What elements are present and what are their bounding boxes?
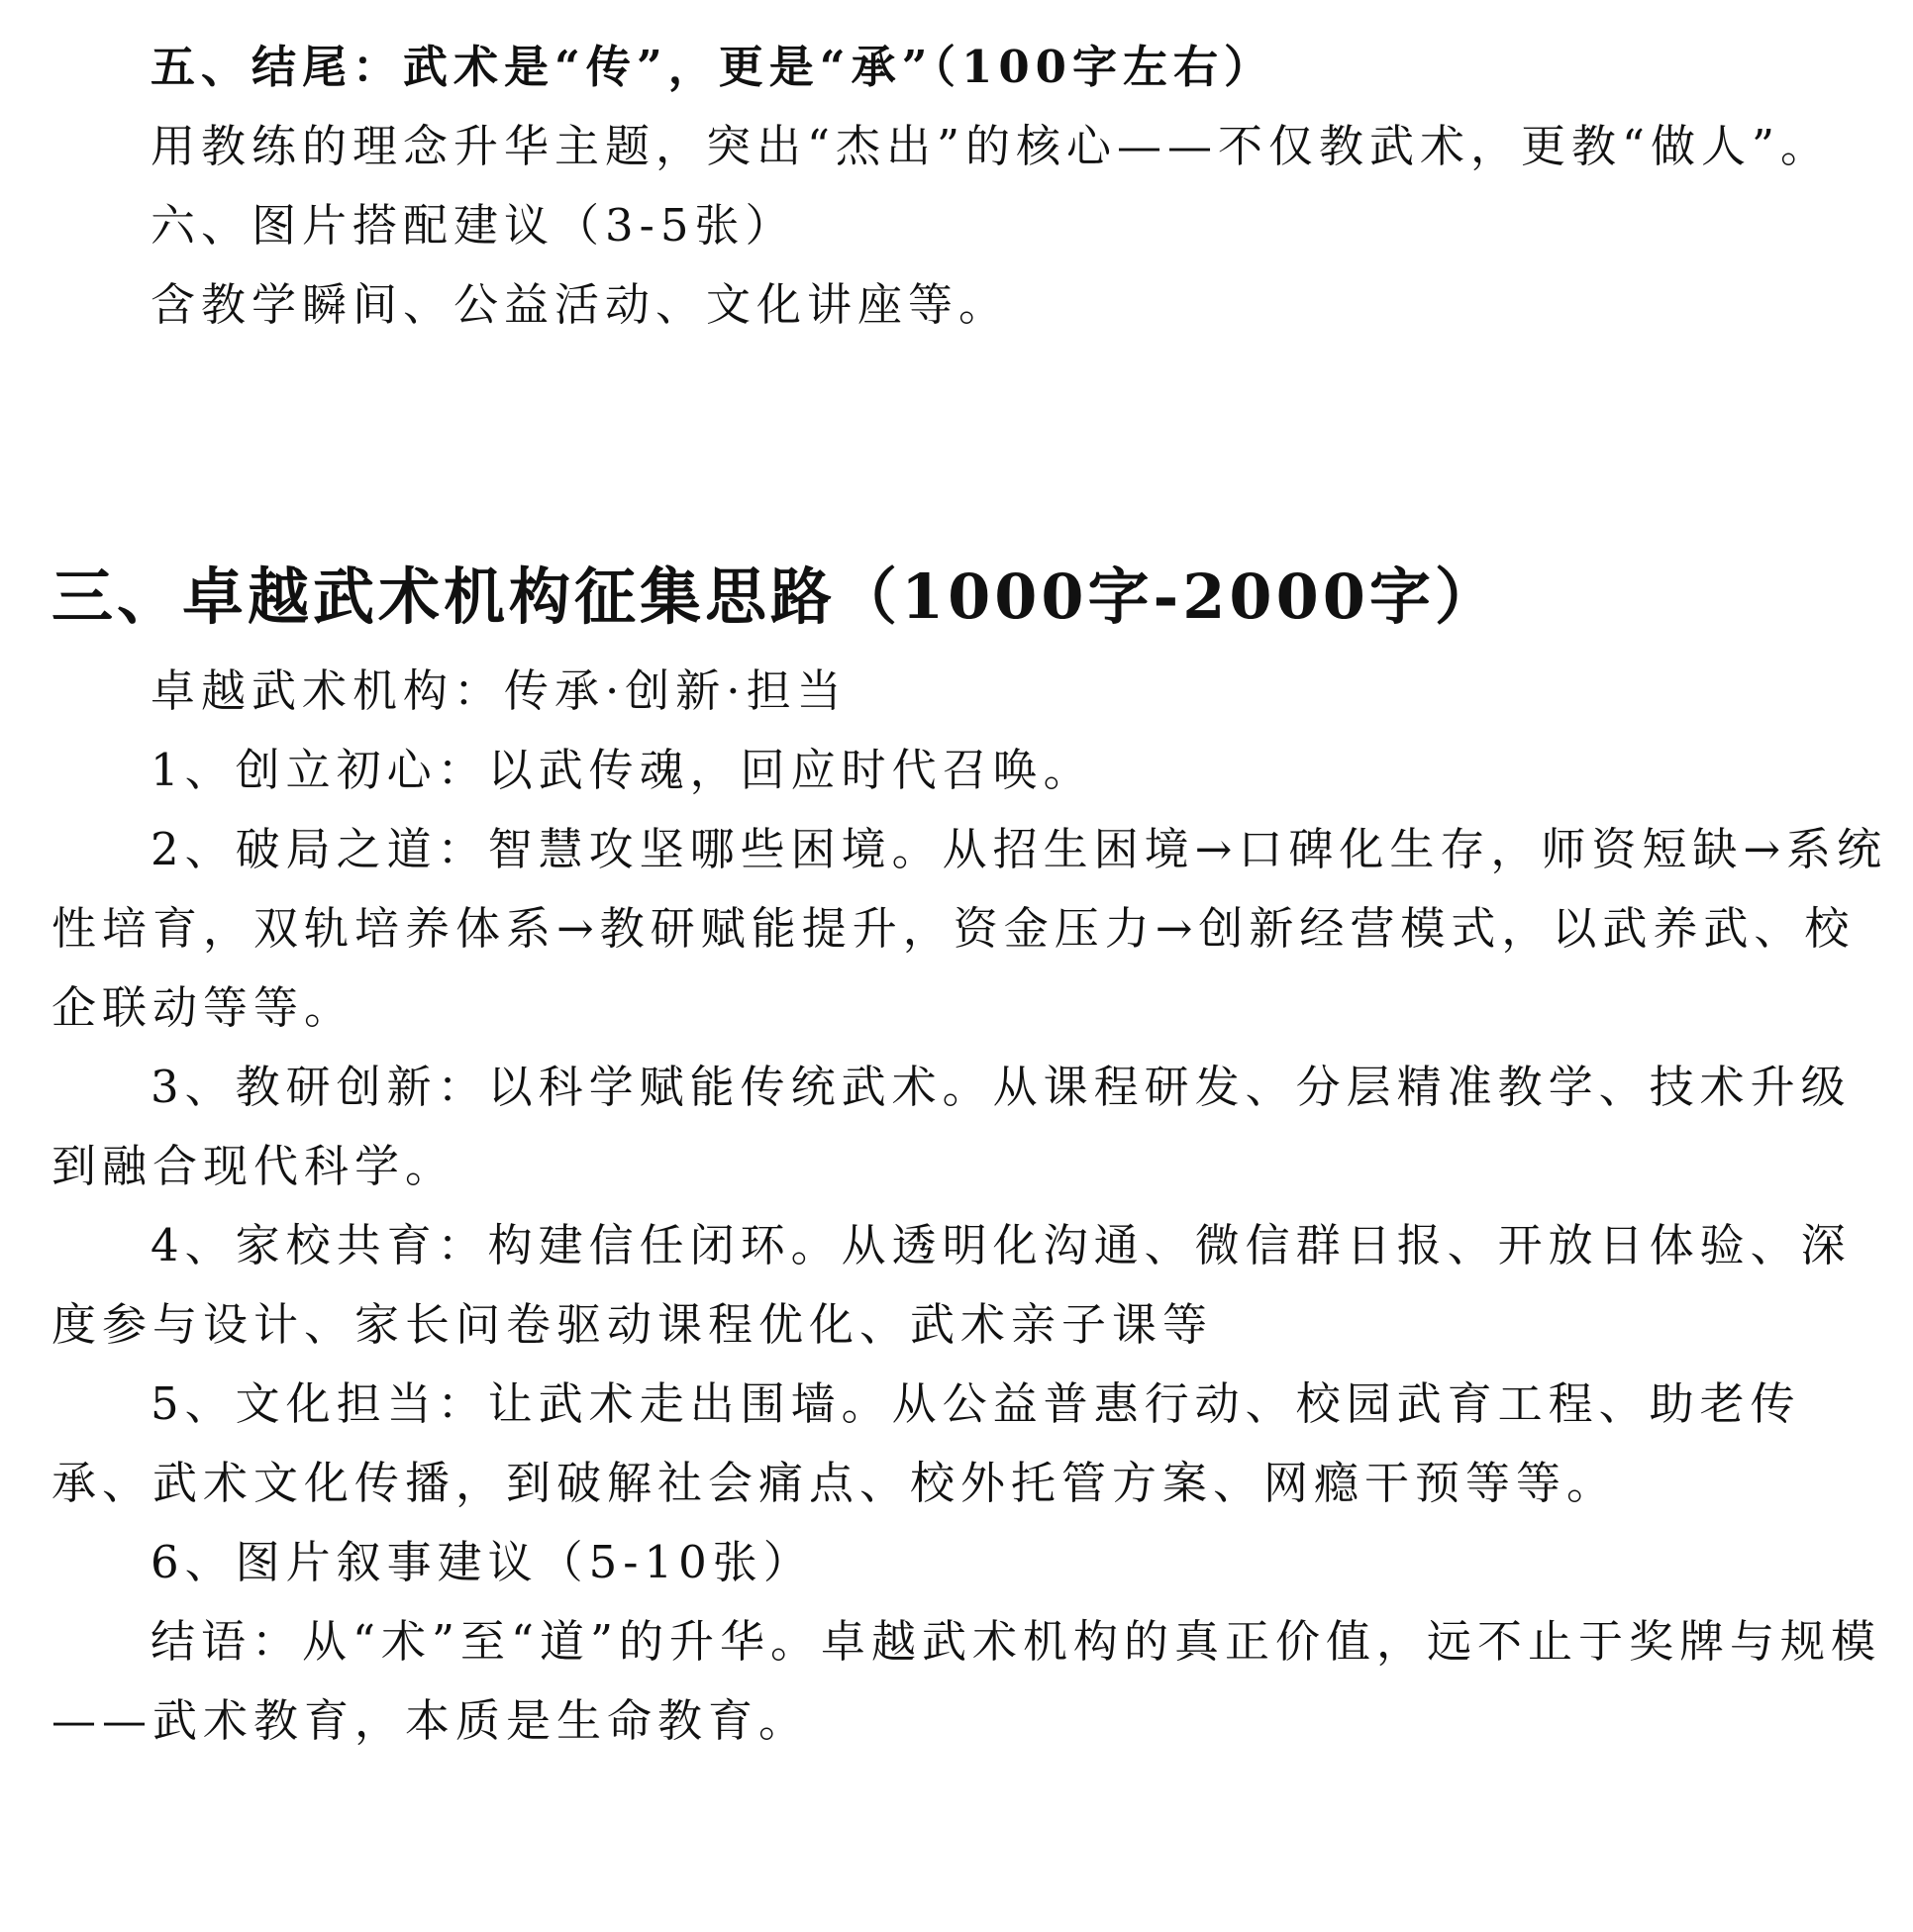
document-body	[51, 28, 1895, 1761]
part-3-title: 三、卓越武术机构征集思路（1000字-2000字）	[51, 560, 1500, 633]
list-item-5: 5、文化担当：让武术走出围墙。从公益普惠行动、校园武育工程、助老传承、武术文化传播，到破解社会痛点、校外托管方案、网瘾干预等等。	[51, 1377, 1801, 1509]
list-item-2: 2、破局之道：智慧攻坚哪些困境。从招生困境→口碑化生存，师资短缺→系统性培育，双轨培养体系→教研赋能提升，资金压力→创新经营模式，以武养武、校企联动等等。	[51, 823, 1888, 1034]
list-item-4: 4、家校共育：构建信任闭环。从透明化沟通、微信群日报、开放日体验、深度参与设计、家长问卷驱动课程优化、武术亲子课等	[51, 1219, 1852, 1351]
section-5-heading: 五、结尾：武术是“传”，更是“承”（100字左右）	[151, 41, 1274, 93]
section-5-body: 用教练的理念升华主题，突出“杰出”的核心——不仅教武术，更教“做人”。	[151, 120, 1832, 172]
section-6-body: 含教学瞬间、公益活动、文化讲座等。	[151, 278, 1010, 331]
list-item-3: 3、教研创新：以科学赋能传统武术。从课程研发、分层精准教学、技术升级到融合现代科学。	[51, 1061, 1852, 1192]
list-item-6: 6、图片叙事建议（5-10张）	[151, 1536, 814, 1588]
part-3-subtitle: 卓越武术机构：传承·创新·担当	[151, 664, 848, 717]
section-6-heading: 六、图片搭配建议（3-5张）	[151, 199, 796, 252]
conclusion-paragraph: 结语：从“术”至“道”的升华。卓越武术机构的真正价值，远不止于奖牌与规模——武术教育，本质是生命教育。	[51, 1615, 1882, 1747]
section-spacer	[51, 345, 1895, 543]
list-item-1: 1、创立初心：以武传魂，回应时代召唤。	[151, 744, 1094, 796]
